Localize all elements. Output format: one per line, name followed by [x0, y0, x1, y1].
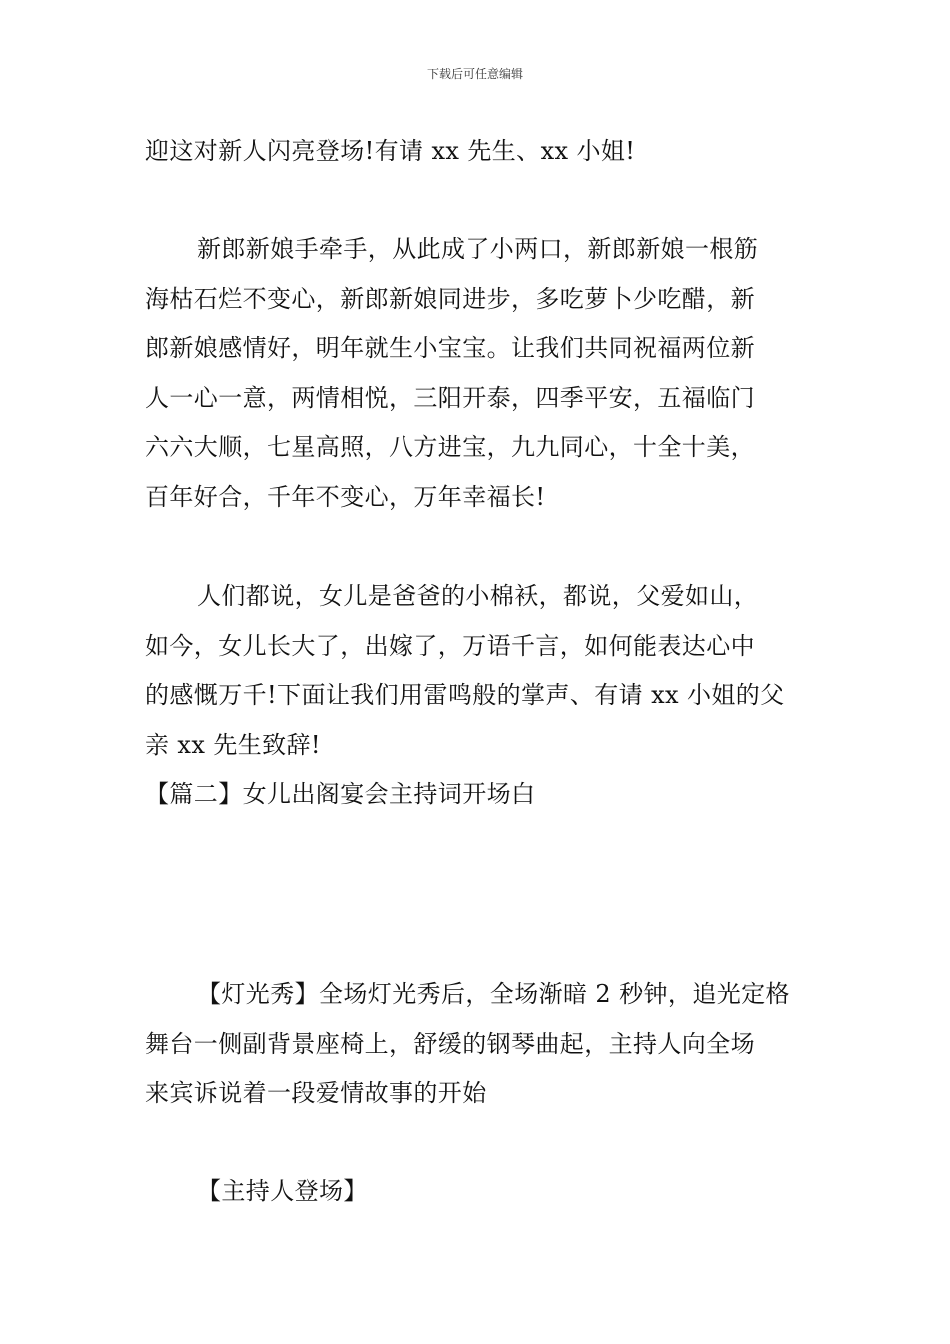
text-line: 亲 xx 先生致辞! [145, 730, 321, 759]
text-line: 海枯石烂不变心，新郎新娘同进步，多吃萝卜少吃醋，新 [145, 284, 755, 313]
text-line: 郎新娘感情好，明年就生小宝宝。让我们共同祝福两位新 [145, 334, 755, 362]
section-title [145, 770, 810, 820]
paragraph-father-speech [145, 572, 810, 770]
paragraph-intro-closing [145, 127, 810, 177]
text-line: 人一心一意，两情相悦，三阳开泰，四季平安，五福临门 [145, 383, 755, 412]
text-line: 【灯光秀】全场灯光秀后，全场渐暗 2 秒钟，追光定格 [197, 980, 790, 1008]
text-line: 人们都说，女儿是爸爸的小棉袄，都说，父爱如山， [197, 582, 759, 610]
text-line: 新郎新娘手牵手，从此成了小两口，新郎新娘一根筋 [197, 235, 759, 263]
text-line: 舞台一侧副背景座椅上，舒缓的钢琴曲起，主持人向全场 [145, 1029, 755, 1058]
section-title-text: 【篇二】女儿出阁宴会主持词开场白 [145, 780, 536, 808]
text-line: 的感慨万千!下面让我们用雷鸣般的掌声、有请 xx 小姐的父 [145, 681, 785, 709]
paragraph-host-entrance [145, 1167, 810, 1217]
page-header-note: 下载后可任意编辑 [426, 67, 523, 81]
text-line: 【主持人登场】 [197, 1177, 368, 1205]
paragraph-blessings [145, 225, 810, 522]
text-line: 六六大顺，七星高照，八方进宝，九九同心，十全十美， [145, 433, 755, 461]
paragraph-light-show [145, 970, 810, 1119]
text-line: 百年好合，千年不变心，万年幸福长! [145, 482, 546, 511]
text-line: 迎这对新人闪亮登场!有请 xx 先生、xx 小姐! [145, 137, 636, 165]
text-line: 如今，女儿长大了，出嫁了，万语千言，如何能表达心中 [145, 631, 755, 660]
text-line: 来宾诉说着一段爱情故事的开始 [145, 1079, 487, 1107]
